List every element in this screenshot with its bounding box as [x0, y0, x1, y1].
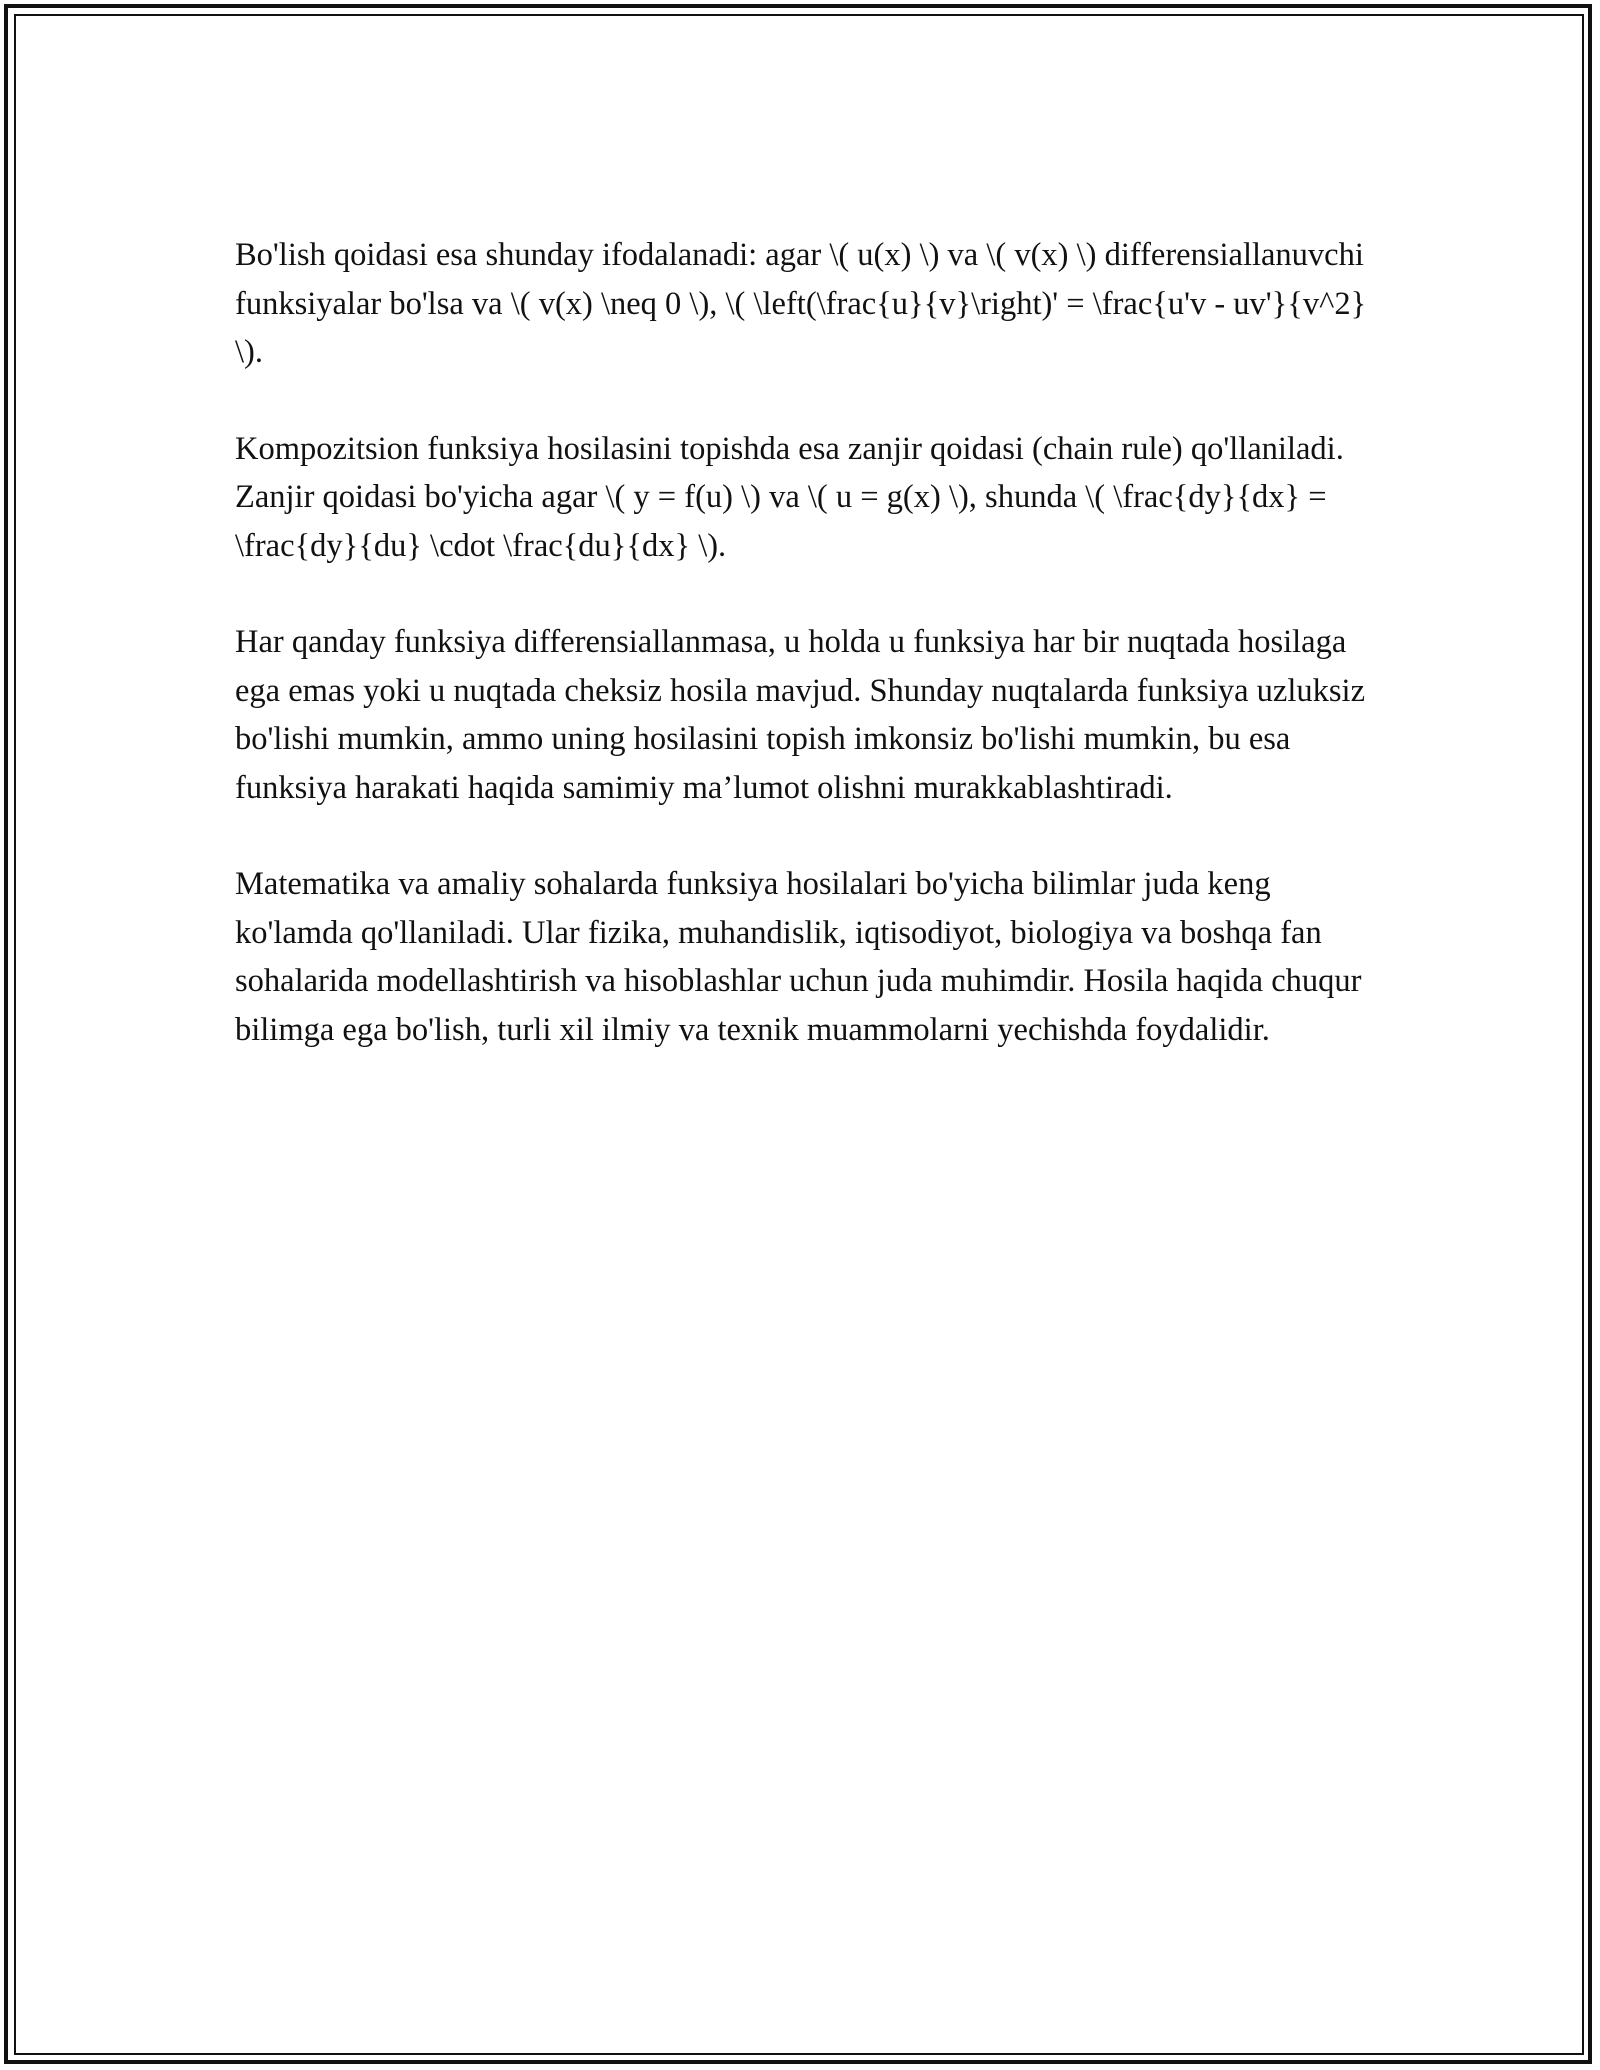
paragraph-non-differentiable: Har qanday funksiya differensiallanmasa, u holda u funksiya har bir nuqtada hosilaga ega emas yoki u nuqtada cheksiz hosila mavjud. Shunday nuqtalarda funksiya uzluksiz bo'lishi mumkin, ammo uning hosilasini topish imkonsiz bo'lishi mumkin, bu esa funksiya harakati haqida samimiy ma’lumot olishni murakkablashtiradi.	[235, 624, 1365, 806]
paragraph-quotient-rule: Bo'lish qoidasi esa shunday ifodalanadi: agar \( u(x) \) va \( v(x) \) differensiallanuvchi funksiyalar bo'lsa va \( v(x) \neq 0 \), \( \left(\frac{u}{v}\right)' = \frac{u'v - uv'}{v^2} \).	[235, 237, 1367, 370]
document-body	[235, 231, 1370, 1102]
paragraph-chain-rule: Kompozitsion funksiya hosilasini topishda esa zanjir qoidasi (chain rule) qo'llaniladi. Zanjir qoidasi bo'yicha agar \( y = f(u) \) va \( u = g(x) \), shunda \( \frac{dy}{dx} = \frac{dy}{du} \cdot \frac{du}{dx} \).	[235, 430, 1344, 564]
paragraph-applications: Matematika va amaliy sohalarda funksiya hosilalari bo'yicha bilimlar juda keng ko'lamda qo'llaniladi. Ular fizika, muhandislik, iqtisodiyot, biologiya va boshqa fan sohalarida modellashtirish va hisoblashlar uchun juda muhimdir. Hosila haqida chuqur bilimga ega bo'lish, turli xil ilmiy va texnik muammolarni yechishda foydalidir.	[235, 866, 1362, 1048]
